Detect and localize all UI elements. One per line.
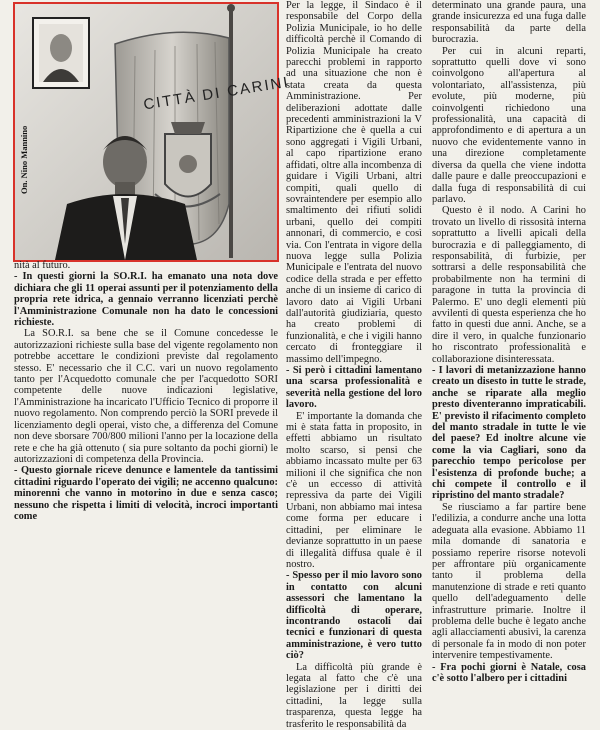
body-paragraph: Per la legge, il Sindaco è il responsabile del Corpo della Polizia Municipale, io ho delle difficoltà perchè il Comando di Polizia Municipale ha creato parecchi problemi in rapporto ad una situazione che non è stata creata da questa Amministrazione. Per deliberazioni adottate dalle precedenti amministrazioni la V Ripartizione che è quella a cui sono aggregati i Vigili Urbani, al capo ripartizione erano affidati, oltre alla incombenza di guidare i Vigili Urbani, altri compiti, quali quello di sovraintendere per esempio allo smaltimento dei rifiuti solidi urbani, quello dei compiti annonari, di commercio, e così via. Con l'entrata in vigore della nuova legge sulla Polizia Municipale e l'entrata del nuovo codice della strada e per effetto anche di un insieme di carico di lavoro dato ai Vigili Urbani dall'autorità giudiziaria, questo ha creato problemi di funzionalità, e che i vigili hanno cercato di fronteggiare il massimo dell'impegno. <box>286 0 422 365</box>
column-middle <box>286 0 422 730</box>
body-paragraph: Se riusciamo a far partire bene l'edilizia, a condurre anche una lotta adeguata alla evasione. Abbiamo 11 mila domande di sanatoria e possiamo reperire risorse notevoli per affrontare più organicamente tanto il problema della manutenzione di strade e reti quanto quello dell'adeguamento delle infrastrutture primarie. Inoltre il problema delle buche è legato anche agli allacciamenti abusivi, la carenza di personale fa in modo di non poter intervenire tempestivamente. <box>432 501 586 662</box>
interview-question: - Fra pochi giorni è Natale, cosa c'è sotto l'albero per i cittadini <box>432 661 586 684</box>
interview-question: - I lavori di metanizzazione hanno creato un disesto in tutte le strade, anche se riparate alla meglio presto diventeranno impraticabili. E' previsto il rifacimento completo del manto stradale in tutte le vie del paese? Ed inoltre alcune vie come la via Cagliari, sono da parecchio tempo pericolose per l'esistenza di profonde buche; a chi compete il controllo e il ripristino del manto stradale? <box>432 365 586 502</box>
body-paragraph: nità al futuro. <box>14 260 71 271</box>
body-paragraph: La SO.R.I. sa bene che se il Comune concedesse le autorizzazioni richieste sulla base del vigente regolamento non potrebbe accettare le condizioni previste dal regolamento stesso. E' necessario che il C.C. vari un nuovo regolamento tanto per l'Acquedotto comunale che per l'acquedotto SORI competente delle nuove indicazioni legislative, l'Amministrazione ha incaricato l'Ufficio Tecnico di proporre il nuovo regolamento. Non comprendo perciò la SORI prevede il licenziamento degli operai, visto che, a differenza del Comune non deve sborsare 700/800 milioni l'anno per la locazione della rete e che ha già ottenuto ( sia pure soltanto da pochi giorni) le autorizzazioni di competenza della Provincia. <box>14 328 278 465</box>
interview-question: - Si però i cittadini lamentano una scarsa professionalità e severità nella gestione del loro lavoro. <box>286 365 422 411</box>
photo-illustration <box>15 4 291 260</box>
interview-question: - Spesso per il mio lavoro sono in contatto con alcuni assessori che lamentano la difficoltà di operare, incontrando ostacoli dai tecnici e funzionari di questa amministrazione, è vero tutto ciò? <box>286 570 422 662</box>
body-paragraph: La difficoltà più grande è legata al fatto che c'è una legislazione per i diritti dei cittadini, la legge sulla trasparenza, questa legge ha trasferito le responsabilità da <box>286 661 422 730</box>
column-left <box>14 260 278 600</box>
body-paragraph: E' importante la domanda che mi è stata fatta in proposito, in effetti abbiamo un risultato molto scarso, si pensi che abbiamo incassato multe per 63 milioni il che significa che non c'è un eccesso di attività repressiva da parte dei Vigili Urbani, non abbiamo mai intesa come forma per educare i cittadini, per eliminare le devianze soprattutto in un paese di illegalità diffusa quale è il nostro. <box>286 410 422 570</box>
body-paragraph: Questo è il nodo. A Carini ho trovato un livello di rissosità interna soprattutto a livelli apicali della burocrazia e di palleggiamento, di responsabilità, di furbizie, per sottrarsi a delle responsabilità che probabilmente non ha termini di paragone in tutta la provincia di Palermo. E' uno degli elementi più avvilenti di questa esperienza che ho fatto in questi due anni. Anche, se a dire il vero, in qualche funzionario ho riscontrato professionalità e collaborazione disinteressata. <box>432 205 586 365</box>
body-paragraph: Per cui in alcuni reparti, soprattutto quelli dove vi sono coinvolgono all'apertura al volontariato, all'assistenza, più evolute, più moderne, più coinvolgenti richiedono una professionalità, una capacità di approfondimento e di apertura a un nuovo che evidentemente vanno in una direzione completamente diversa da quella che viene indotta dalle paure e dalle preoccupazioni e dalla fuga di responsabilità di cui parlavo. <box>432 45 586 205</box>
body-paragraph: determinato una grande paura, una grande insicurezza ed una fuga dalle responsabilità da parte della burocrazia. <box>432 0 586 46</box>
column-right <box>432 0 586 684</box>
photo <box>13 2 291 262</box>
interview-question: - Questo giornale riceve denunce e lamentele da tantissimi cittadini riguardo l'operato dei vigili; ne accenno qualcuno: minorenni che vanno in motorino in due e senza casco; nessuno che rispetta i limiti di velocità, incroci importanti come <box>14 465 278 522</box>
banner-text: CITTÀ DI CARINI <box>142 73 291 114</box>
interview-question: - In questi giorni la SO.R.I. ha emanato una nota dove dichiara che gli 11 operai assunti per il potenziamento della propria rete idrica, a gennaio verranno licenziati perchè l'Amministrazione Comunale non ha dato le concessioni richieste. <box>14 271 278 329</box>
photo-credit: On. Nino Mannino <box>19 125 29 194</box>
